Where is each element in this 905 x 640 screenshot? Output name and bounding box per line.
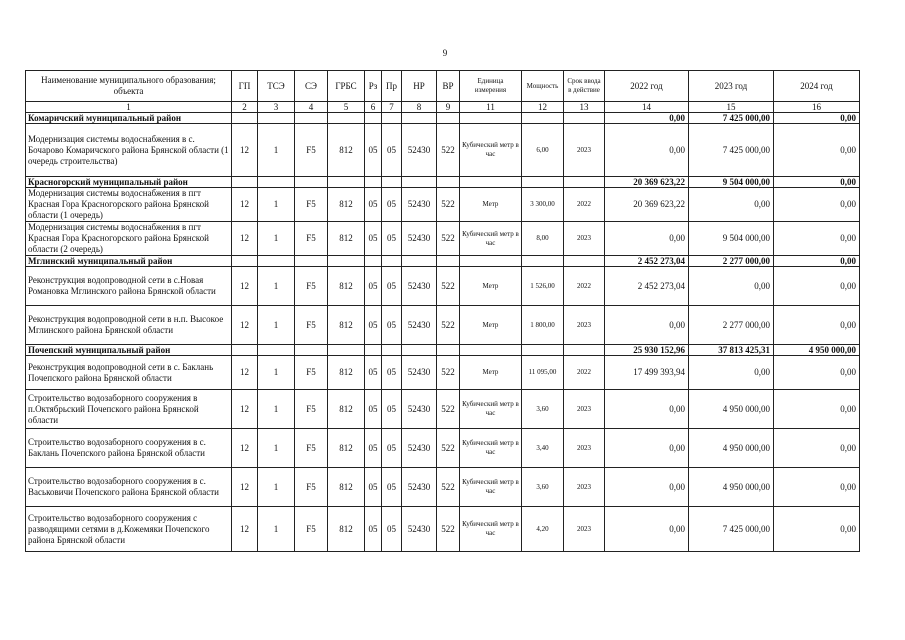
empty-cell — [365, 177, 382, 188]
cell-vr: 522 — [437, 507, 460, 552]
cell-tse: 1 — [258, 356, 295, 390]
total-2024: 0,00 — [774, 177, 860, 188]
object-name: Строительство водозаборного сооружения в с. Баклань Почепского района Брянской области — [26, 429, 232, 468]
empty-cell — [258, 113, 295, 124]
empty-cell — [460, 256, 522, 267]
cell-rz: 05 — [365, 468, 382, 507]
cell-unit: Метр — [460, 306, 522, 345]
cell-vr: 522 — [437, 188, 460, 222]
empty-cell — [295, 345, 328, 356]
page-number: 9 — [442, 48, 448, 58]
district-name: Мглинский муниципальный район — [26, 256, 232, 267]
cell-pr: 05 — [382, 124, 402, 177]
total-2024: 0,00 — [774, 113, 860, 124]
cell-vr: 522 — [437, 222, 460, 256]
cell-y2023: 9 504 000,00 — [689, 222, 774, 256]
cell-unit: Метр — [460, 188, 522, 222]
cell-pr: 05 — [382, 507, 402, 552]
cell-y2023: 0,00 — [689, 267, 774, 306]
cell-rz: 05 — [365, 306, 382, 345]
cell-gp: 12 — [232, 356, 258, 390]
empty-cell — [402, 177, 437, 188]
col-num: 9 — [437, 102, 460, 113]
empty-cell — [437, 113, 460, 124]
col-num: 14 — [605, 102, 689, 113]
empty-cell — [522, 345, 564, 356]
empty-cell — [232, 345, 258, 356]
cell-se: F5 — [295, 468, 328, 507]
empty-cell — [232, 177, 258, 188]
col-num: 16 — [774, 102, 860, 113]
cell-y2024: 0,00 — [774, 124, 860, 177]
header-grbs: ГРБС — [328, 71, 365, 102]
cell-y2022: 0,00 — [605, 468, 689, 507]
cell-y2022: 0,00 — [605, 306, 689, 345]
district-name: Красногорский муниципальный район — [26, 177, 232, 188]
cell-nr: 52430 — [402, 429, 437, 468]
empty-cell — [522, 256, 564, 267]
cell-se: F5 — [295, 356, 328, 390]
cell-grbs: 812 — [328, 306, 365, 345]
cell-se: F5 — [295, 390, 328, 429]
cell-tse: 1 — [258, 429, 295, 468]
cell-y2023: 4 950 000,00 — [689, 429, 774, 468]
cell-gp: 12 — [232, 306, 258, 345]
header-2023: 2023 год — [689, 71, 774, 102]
col-num: 2 — [232, 102, 258, 113]
cell-power: 3,60 — [522, 390, 564, 429]
empty-cell — [232, 256, 258, 267]
total-2022: 25 930 152,96 — [605, 345, 689, 356]
cell-tse: 1 — [258, 267, 295, 306]
header-2022: 2022 год — [605, 71, 689, 102]
cell-pr: 05 — [382, 356, 402, 390]
funding-table — [25, 70, 860, 552]
cell-unit: Кубический метр в час — [460, 124, 522, 177]
cell-y2022: 2 452 273,04 — [605, 267, 689, 306]
cell-rz: 05 — [365, 188, 382, 222]
cell-se: F5 — [295, 188, 328, 222]
cell-y2023: 2 277 000,00 — [689, 306, 774, 345]
cell-term: 2023 — [564, 390, 605, 429]
total-2023: 9 504 000,00 — [689, 177, 774, 188]
cell-y2023: 4 950 000,00 — [689, 390, 774, 429]
cell-y2024: 0,00 — [774, 390, 860, 429]
district-row — [26, 345, 860, 356]
cell-tse: 1 — [258, 507, 295, 552]
empty-cell — [328, 345, 365, 356]
cell-gp: 12 — [232, 267, 258, 306]
empty-cell — [328, 177, 365, 188]
cell-gp: 12 — [232, 390, 258, 429]
cell-gp: 12 — [232, 507, 258, 552]
cell-term: 2022 — [564, 188, 605, 222]
cell-unit: Кубический метр в час — [460, 222, 522, 256]
cell-unit: Кубический метр в час — [460, 390, 522, 429]
col-num: 4 — [295, 102, 328, 113]
total-2022: 20 369 623,22 — [605, 177, 689, 188]
cell-y2022: 20 369 623,22 — [605, 188, 689, 222]
cell-rz: 05 — [365, 507, 382, 552]
cell-y2022: 0,00 — [605, 222, 689, 256]
object-row — [26, 429, 860, 468]
header-term: Срок ввода в действие — [564, 71, 605, 102]
cell-gp: 12 — [232, 468, 258, 507]
cell-term: 2023 — [564, 306, 605, 345]
district-name: Комаричский муниципальный район — [26, 113, 232, 124]
empty-cell — [258, 256, 295, 267]
empty-cell — [460, 177, 522, 188]
cell-power: 3,60 — [522, 468, 564, 507]
cell-pr: 05 — [382, 188, 402, 222]
empty-cell — [382, 256, 402, 267]
cell-grbs: 812 — [328, 390, 365, 429]
total-2022: 2 452 273,04 — [605, 256, 689, 267]
cell-unit: Кубический метр в час — [460, 507, 522, 552]
cell-pr: 05 — [382, 429, 402, 468]
district-row — [26, 256, 860, 267]
cell-tse: 1 — [258, 306, 295, 345]
cell-term: 2023 — [564, 124, 605, 177]
empty-cell — [437, 177, 460, 188]
cell-power: 3,40 — [522, 429, 564, 468]
cell-y2024: 0,00 — [774, 267, 860, 306]
object-name: Модернизация системы водоснабжения в пгт Красная Гора Красногорского района Брянской области (2 очередь) — [26, 222, 232, 256]
col-num: 13 — [564, 102, 605, 113]
cell-tse: 1 — [258, 468, 295, 507]
cell-rz: 05 — [365, 124, 382, 177]
empty-cell — [258, 345, 295, 356]
object-row — [26, 468, 860, 507]
total-2024: 0,00 — [774, 256, 860, 267]
empty-cell — [295, 177, 328, 188]
col-num: 7 — [382, 102, 402, 113]
cell-nr: 52430 — [402, 507, 437, 552]
object-name: Строительство водозаборного сооружения в п.Октябрьский Почепского района Брянской области — [26, 390, 232, 429]
district-row — [26, 177, 860, 188]
cell-vr: 522 — [437, 390, 460, 429]
object-row — [26, 306, 860, 345]
cell-pr: 05 — [382, 222, 402, 256]
cell-se: F5 — [295, 306, 328, 345]
object-row — [26, 507, 860, 552]
empty-cell — [460, 113, 522, 124]
cell-y2024: 0,00 — [774, 188, 860, 222]
cell-nr: 52430 — [402, 356, 437, 390]
cell-grbs: 812 — [328, 429, 365, 468]
object-row — [26, 188, 860, 222]
cell-grbs: 812 — [328, 507, 365, 552]
cell-y2024: 0,00 — [774, 356, 860, 390]
cell-unit: Метр — [460, 267, 522, 306]
col-num: 12 — [522, 102, 564, 113]
cell-rz: 05 — [365, 429, 382, 468]
cell-y2024: 0,00 — [774, 222, 860, 256]
col-num: 6 — [365, 102, 382, 113]
object-name: Строительство водозаборного сооружения в с. Васьковичи Почепского района Брянской области — [26, 468, 232, 507]
empty-cell — [564, 113, 605, 124]
cell-power: 6,00 — [522, 124, 564, 177]
empty-cell — [437, 256, 460, 267]
empty-cell — [365, 345, 382, 356]
cell-tse: 1 — [258, 188, 295, 222]
col-num: 15 — [689, 102, 774, 113]
total-2023: 7 425 000,00 — [689, 113, 774, 124]
cell-power: 3 300,00 — [522, 188, 564, 222]
cell-y2024: 0,00 — [774, 507, 860, 552]
empty-cell — [365, 256, 382, 267]
object-row — [26, 390, 860, 429]
cell-power: 1 526,00 — [522, 267, 564, 306]
empty-cell — [564, 256, 605, 267]
cell-unit: Кубический метр в час — [460, 468, 522, 507]
cell-se: F5 — [295, 124, 328, 177]
header-power: Мощность — [522, 71, 564, 102]
cell-gp: 12 — [232, 222, 258, 256]
object-name: Реконструкция водопроводной сети в н.п. Высокое Мглинского района Брянской области — [26, 306, 232, 345]
cell-term: 2023 — [564, 507, 605, 552]
cell-se: F5 — [295, 267, 328, 306]
object-row — [26, 356, 860, 390]
col-num: 11 — [460, 102, 522, 113]
header-nr: НР — [402, 71, 437, 102]
cell-y2023: 4 950 000,00 — [689, 468, 774, 507]
header-pr: Пр — [382, 71, 402, 102]
cell-pr: 05 — [382, 267, 402, 306]
cell-y2022: 0,00 — [605, 507, 689, 552]
empty-cell — [258, 177, 295, 188]
empty-cell — [295, 113, 328, 124]
cell-grbs: 812 — [328, 124, 365, 177]
cell-term: 2023 — [564, 468, 605, 507]
cell-nr: 52430 — [402, 222, 437, 256]
cell-y2023: 0,00 — [689, 356, 774, 390]
object-row — [26, 267, 860, 306]
total-2024: 4 950 000,00 — [774, 345, 860, 356]
empty-cell — [402, 113, 437, 124]
object-row — [26, 124, 860, 177]
object-name: Модернизация системы водоснабжения в пгт Красная Гора Красногорского района Брянской области (1 очередь) — [26, 188, 232, 222]
cell-grbs: 812 — [328, 267, 365, 306]
cell-y2022: 0,00 — [605, 124, 689, 177]
cell-power: 4,20 — [522, 507, 564, 552]
district-name: Почепский муниципальный район — [26, 345, 232, 356]
cell-rz: 05 — [365, 356, 382, 390]
table-header-row — [26, 71, 860, 102]
empty-cell — [232, 113, 258, 124]
empty-cell — [522, 113, 564, 124]
cell-pr: 05 — [382, 390, 402, 429]
cell-y2024: 0,00 — [774, 306, 860, 345]
cell-nr: 52430 — [402, 188, 437, 222]
header-rz: Рз — [365, 71, 382, 102]
header-unit: Единица измерения — [460, 71, 522, 102]
cell-nr: 52430 — [402, 390, 437, 429]
empty-cell — [460, 345, 522, 356]
cell-pr: 05 — [382, 306, 402, 345]
empty-cell — [382, 345, 402, 356]
cell-pr: 05 — [382, 468, 402, 507]
cell-term: 2023 — [564, 222, 605, 256]
cell-se: F5 — [295, 429, 328, 468]
cell-grbs: 812 — [328, 188, 365, 222]
cell-unit: Метр — [460, 356, 522, 390]
empty-cell — [295, 256, 328, 267]
cell-power: 8,00 — [522, 222, 564, 256]
cell-vr: 522 — [437, 429, 460, 468]
empty-cell — [382, 113, 402, 124]
cell-term: 2022 — [564, 356, 605, 390]
cell-gp: 12 — [232, 188, 258, 222]
cell-se: F5 — [295, 222, 328, 256]
object-name: Реконструкция водопроводной сети в с.Новая Романовка Мглинского района Брянской области — [26, 267, 232, 306]
cell-gp: 12 — [232, 429, 258, 468]
cell-y2023: 7 425 000,00 — [689, 124, 774, 177]
cell-y2024: 0,00 — [774, 429, 860, 468]
empty-cell — [564, 345, 605, 356]
empty-cell — [328, 256, 365, 267]
cell-y2023: 7 425 000,00 — [689, 507, 774, 552]
cell-nr: 52430 — [402, 468, 437, 507]
total-2022: 0,00 — [605, 113, 689, 124]
empty-cell — [522, 177, 564, 188]
cell-nr: 52430 — [402, 124, 437, 177]
cell-vr: 522 — [437, 468, 460, 507]
cell-tse: 1 — [258, 390, 295, 429]
total-2023: 2 277 000,00 — [689, 256, 774, 267]
cell-term: 2022 — [564, 267, 605, 306]
cell-se: F5 — [295, 507, 328, 552]
col-num: 8 — [402, 102, 437, 113]
header-2024: 2024 год — [774, 71, 860, 102]
cell-grbs: 812 — [328, 222, 365, 256]
empty-cell — [402, 345, 437, 356]
empty-cell — [365, 113, 382, 124]
cell-rz: 05 — [365, 222, 382, 256]
cell-term: 2023 — [564, 429, 605, 468]
cell-rz: 05 — [365, 390, 382, 429]
cell-y2024: 0,00 — [774, 468, 860, 507]
header-vr: ВР — [437, 71, 460, 102]
cell-y2022: 0,00 — [605, 390, 689, 429]
cell-power: 1 800,00 — [522, 306, 564, 345]
col-num: 5 — [328, 102, 365, 113]
object-name: Строительство водозаборного сооружения с разводящими сетями в д.Кожемяки Почепского района Брянской области — [26, 507, 232, 552]
cell-grbs: 812 — [328, 356, 365, 390]
column-number-row — [26, 102, 860, 113]
col-num: 1 — [26, 102, 232, 113]
cell-vr: 522 — [437, 267, 460, 306]
object-name: Модернизация системы водоснабжения в с. Бочарово Комаричского района Брянской области (1 очередь строительства) — [26, 124, 232, 177]
header-se: СЭ — [295, 71, 328, 102]
empty-cell — [564, 177, 605, 188]
cell-vr: 522 — [437, 124, 460, 177]
cell-vr: 522 — [437, 306, 460, 345]
header-name: Наименование муниципального образования; объекта — [26, 71, 232, 102]
cell-power: 11 095,00 — [522, 356, 564, 390]
empty-cell — [402, 256, 437, 267]
table-body — [26, 71, 860, 552]
cell-rz: 05 — [365, 267, 382, 306]
empty-cell — [437, 345, 460, 356]
header-tse: ТСЭ — [258, 71, 295, 102]
cell-y2022: 0,00 — [605, 429, 689, 468]
total-2023: 37 813 425,31 — [689, 345, 774, 356]
cell-nr: 52430 — [402, 267, 437, 306]
cell-unit: Кубический метр в час — [460, 429, 522, 468]
cell-gp: 12 — [232, 124, 258, 177]
cell-y2023: 0,00 — [689, 188, 774, 222]
cell-tse: 1 — [258, 124, 295, 177]
header-gp: ГП — [232, 71, 258, 102]
cell-y2022: 17 499 393,94 — [605, 356, 689, 390]
object-name: Реконструкция водопроводной сети в с. Баклань Почепского района Брянской области — [26, 356, 232, 390]
district-row — [26, 113, 860, 124]
cell-nr: 52430 — [402, 306, 437, 345]
col-num: 3 — [258, 102, 295, 113]
cell-vr: 522 — [437, 356, 460, 390]
cell-tse: 1 — [258, 222, 295, 256]
empty-cell — [382, 177, 402, 188]
cell-grbs: 812 — [328, 468, 365, 507]
empty-cell — [328, 113, 365, 124]
object-row — [26, 222, 860, 256]
